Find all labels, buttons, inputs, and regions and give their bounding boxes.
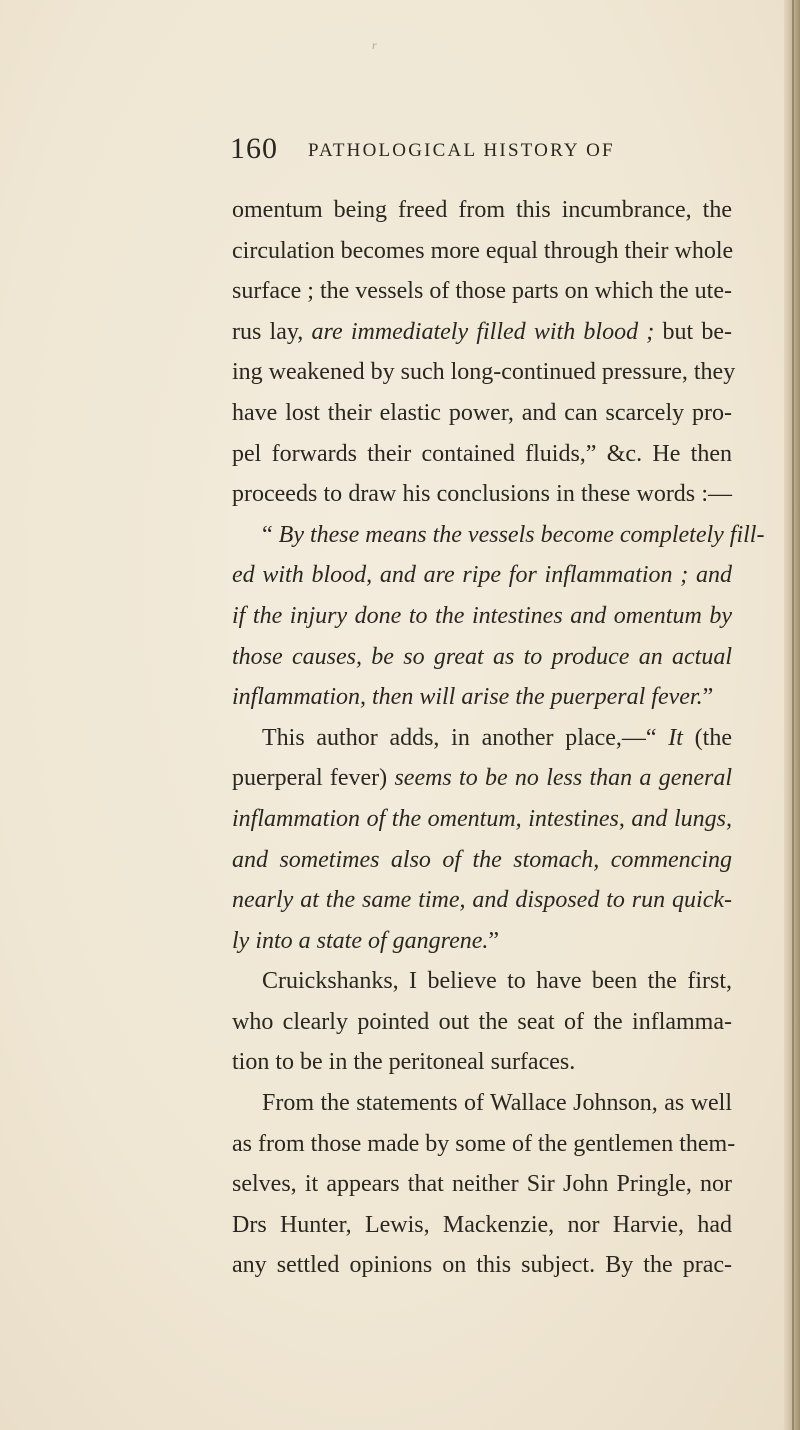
gutter-shadow bbox=[792, 0, 794, 1430]
text-line: puerperal fever) seems to be no less than a general bbox=[232, 765, 733, 792]
text-line: have lost their elastic power, and can scarcely pro- bbox=[232, 399, 732, 426]
text-line: pel forwards their contained fluids,” &c. He then bbox=[232, 440, 732, 467]
text-line: who clearly pointed out the seat of the inflamma- bbox=[232, 1008, 732, 1035]
text-line: selves, it appears that neither Sir John Pringle, nor bbox=[232, 1171, 732, 1198]
text-line: omentum being freed from this incumbrance, the bbox=[232, 197, 732, 223]
italic-phrase: nearly at the same time, and disposed to run quick- bbox=[232, 887, 732, 914]
quote-line: ly into a state of gangrene.” bbox=[232, 927, 500, 954]
text-line: tion to be in the peritoneal surfaces. bbox=[232, 1049, 576, 1076]
body-text bbox=[232, 190, 765, 1286]
quote-line bbox=[232, 880, 732, 921]
quote-line bbox=[232, 596, 732, 637]
text-line: circulation becomes more equal through their whole bbox=[232, 237, 734, 264]
italic-phrase: It bbox=[668, 724, 683, 751]
text-line: ing weakened by such long-continued pressure, they bbox=[232, 359, 736, 386]
text-line: proceeds to draw his conclusions in these words :— bbox=[232, 481, 732, 508]
italic-phrase: ly into a state of gangrene. bbox=[232, 927, 489, 954]
italic-phrase: seems to be no less than a general bbox=[394, 765, 733, 792]
text-line: Drs Hunter, Lewis, Mackenzie, nor Harvie, had bbox=[232, 1211, 732, 1238]
text-line: rus lay, are immediately filled with blood ; but be- bbox=[232, 318, 733, 345]
text-line: From the statements of Wallace Johnson, as well bbox=[262, 1090, 732, 1117]
text-line: surface ; the vessels of those parts on which the ute- bbox=[232, 278, 732, 305]
quote-line bbox=[232, 637, 732, 678]
italic-phrase: are immediately filled with blood ; bbox=[311, 318, 655, 345]
italic-phrase: those causes, be so great as to produce an actual bbox=[232, 643, 732, 670]
quote-line bbox=[232, 840, 732, 881]
quote-line: “ By these means the vessels become completely fill- bbox=[262, 521, 765, 548]
text-line: Cruickshanks, I believe to have been the first, bbox=[262, 968, 732, 995]
quote-line: inflammation, then will arise the puerperal fever.” bbox=[232, 684, 714, 711]
page-number: 160 bbox=[230, 132, 278, 165]
top-ink-mark: r bbox=[372, 38, 377, 52]
italic-phrase: inflammation, then will arise the puerperal fever. bbox=[232, 684, 703, 711]
italic-phrase: By these means the vessels become completely fill- bbox=[278, 521, 765, 548]
italic-phrase: and sometimes also of the stomach, commencing bbox=[232, 846, 732, 873]
quote-line bbox=[232, 799, 732, 840]
running-head: PATHOLOGICAL HISTORY OF bbox=[308, 140, 615, 161]
italic-phrase: inflammation of the omentum, intestines, and lungs, bbox=[232, 805, 732, 832]
text-line: as from those made by some of the gentlemen them- bbox=[232, 1130, 736, 1157]
italic-phrase: ed with blood, and are ripe for inflammation ; and bbox=[232, 562, 732, 589]
text-line: any settled opinions on this subject. By the prac- bbox=[232, 1252, 732, 1279]
italic-phrase: if the injury done to the intestines and omentum by bbox=[232, 602, 732, 629]
text-line: This author adds, in another place,—“ It (the bbox=[262, 724, 732, 751]
page-header bbox=[230, 132, 730, 172]
quote-line bbox=[232, 555, 732, 596]
